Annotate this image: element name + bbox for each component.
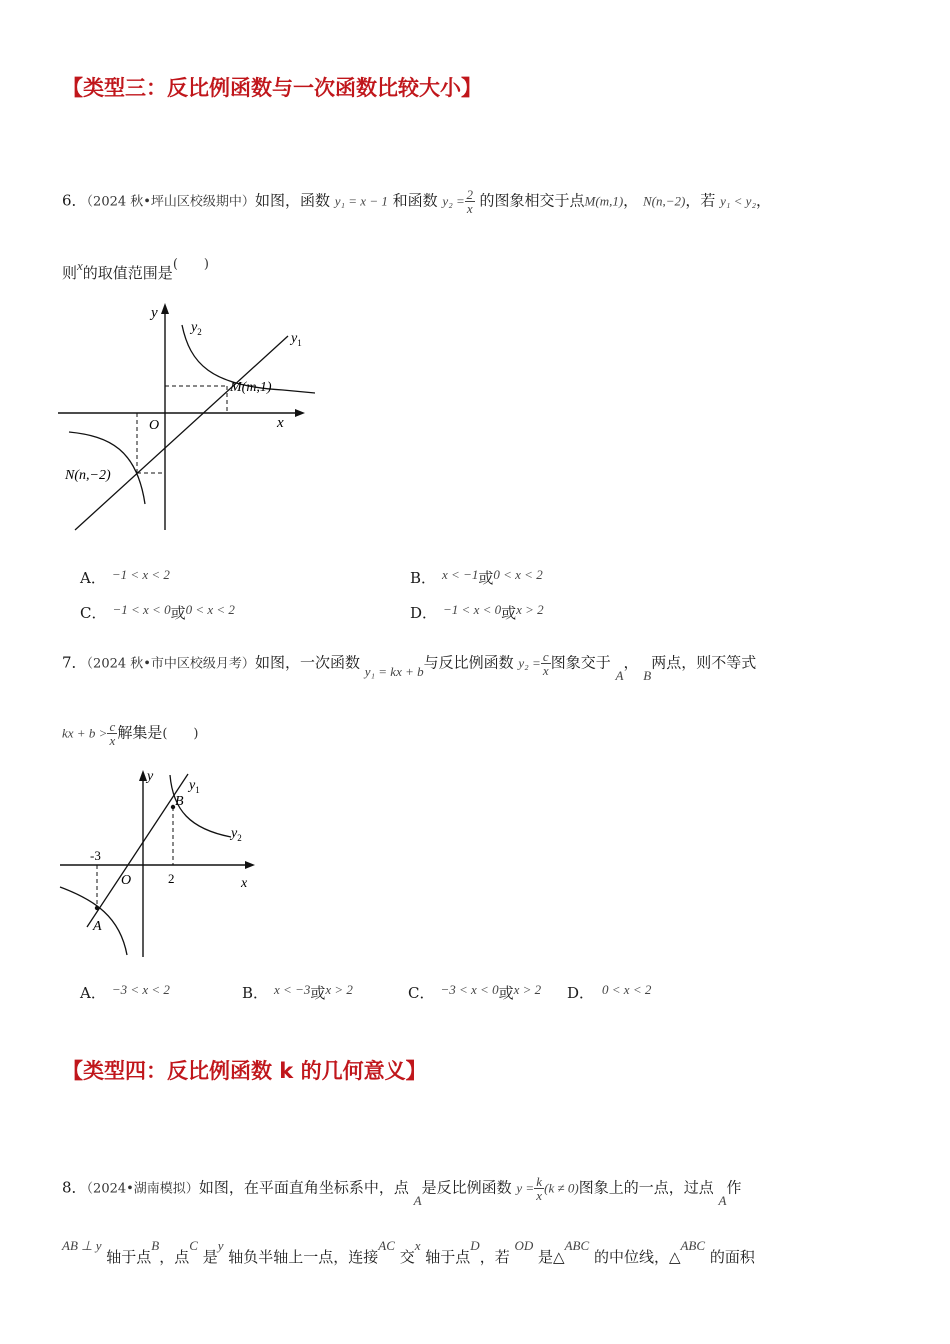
q7-option-d-label: D． [567,984,595,1002]
q6-option-c-value-1: −1 < x < 0 [112,602,171,617]
q6-option-b-value-1: x < −1 [442,567,479,582]
q7-y-axis-label: y [147,769,154,784]
q7-option-a-label: A． [80,984,106,1002]
q6-option-d-label: D． [410,604,438,622]
q6-y-axis-arrow [161,303,169,314]
q6-option-d-value-2: x > 2 [516,602,544,617]
q7-y-axis-arrow [139,770,147,781]
q8-var-y: y [217,1238,224,1253]
q7-y2-curve-label: $y_2$ [231,826,242,843]
q8-text-10: 轴于点 [425,1248,471,1266]
q8-text-3: 图象上的一点，过点 [578,1178,714,1197]
q6-y1-line-label: $y_1$ [291,331,302,348]
q7-inequality-denominator: x [109,733,116,748]
q8-source: （2024•湖南模拟） [86,1181,199,1197]
q6-text-5: ， [755,191,771,210]
q8-text-9: 交 [399,1248,415,1266]
q7-y2-denominator: x [542,663,549,678]
q6-option-c[interactable] [80,602,235,623]
q8-perp: AB ⊥ y [62,1238,102,1253]
q8-point-d: D [470,1238,480,1253]
q8-segment-od: OD [514,1238,534,1253]
q7-text-1: 如图，一次函数 [254,653,360,672]
q7-tick-neg3: -3 [90,848,101,863]
q6-text-2: 和函数 [392,191,438,210]
q6-line2-b: 的取值范围是 [82,264,173,282]
q7-answer-paren: ( ) [162,726,199,742]
q6-y2-numerator: 2 [466,187,473,202]
q8-func-denominator: x [536,1188,543,1203]
q6-comma: ， [623,191,639,210]
q7-point-a-label: A [93,919,102,934]
q6-line2-a: 则 [62,264,78,282]
q7-source: （2024 秋•市中区校级月考） [86,656,255,672]
q6-option-c-label: C． [80,604,107,622]
q8-text-14: 的面积 [709,1248,755,1266]
q8-point-c: C [189,1238,198,1253]
q6-number: 6． [62,191,87,210]
q7-line-1 [62,649,757,683]
q6-x-axis-label: x [277,415,284,431]
q6-option-c-or: 或 [170,604,186,622]
q6-origin-label: O [149,418,160,433]
q6-y2-lhs: y₂ = [442,193,465,209]
q6-option-a-label: A． [80,569,106,587]
q6-option-d[interactable] [410,602,544,623]
q8-func-condition: (k ≠ 0) [544,1180,579,1196]
q6-y2-denominator: x [466,201,473,216]
q7-graph [55,765,270,965]
q8-func-fraction [534,1175,544,1202]
q6-option-d-value-1: −1 < x < 0 [443,602,502,617]
q6-point-m-label: M(m,1) [230,380,272,395]
q7-text-2: 与反比例函数 [423,653,514,672]
q8-point-a-2: A [718,1192,727,1208]
q7-option-a-value: −3 < x < 2 [111,982,170,997]
q8-func-lhs: y = [516,1180,535,1196]
q7-option-c-or: 或 [498,984,514,1002]
q8-text-4: 作 [726,1178,742,1197]
q7-option-a[interactable] [80,982,170,1003]
q7-y2-lhs: y₂ = [518,655,541,671]
q6-y1-formula: y₁ = x − 1 [334,193,388,209]
q7-option-d-value: 0 < x < 2 [602,982,652,997]
q6-line-2 [62,257,209,283]
q6-x-axis-arrow [295,409,305,417]
q7-option-b-value-2: x > 2 [325,982,353,997]
q8-text-1: 如图，在平面直角坐标系中，点 [198,1178,409,1197]
q6-y-axis-label: y [151,305,158,321]
q7-option-c-value-1: −3 < x < 0 [440,982,499,997]
q8-line-1 [62,1174,742,1208]
q8-func-numerator: k [536,1174,543,1189]
q8-text-5: 轴于点 [106,1248,152,1266]
q7-tick-2: 2 [168,871,175,886]
q8-text-11: ，若 [479,1248,510,1266]
q7-y1-line-label: $y_1$ [189,778,200,795]
q6-option-b[interactable] [410,567,543,588]
q6-text-4: ，若 [685,191,716,210]
q7-line-2 [62,720,199,747]
q7-point-a-dot [95,906,99,910]
q7-option-b-value-1: x < −3 [274,982,311,997]
q7-option-c[interactable] [408,982,541,1003]
q7-point-b: B [643,667,652,683]
q6-text-3: 的图象相交于点 [479,191,585,210]
q8-var-x: x [414,1238,421,1253]
q6-line-y1 [75,336,288,530]
q7-comma: ， [623,653,639,672]
q7-inequality-numerator: c [109,719,116,734]
q8-number: 8． [62,1178,87,1197]
q6-condition: y₁ < y₂ [720,193,756,209]
q8-text-8: 轴负半轴上一点，连接 [228,1248,379,1266]
q6-line-1 [62,188,771,215]
q7-option-b-or: 或 [310,984,326,1002]
q6-text-1: 如图，函数 [254,191,330,210]
q7-option-b[interactable] [242,982,353,1003]
q7-x-axis-label: x [241,876,248,891]
q8-segment-ac: AC [378,1238,395,1253]
q7-text-4: 两点，则不等式 [651,653,757,672]
q8-triangle-abc: ABC [564,1238,590,1253]
q6-answer-paren: ( ) [172,257,209,272]
q7-number: 7． [62,653,87,672]
q6-graph [55,298,315,538]
q8-text-7: 是 [202,1248,218,1266]
q8-text-6: ，点 [159,1248,190,1266]
q7-inequality-fraction [107,720,117,747]
q8-triangle-abc-2: ABC [680,1238,706,1253]
q6-point-m: M(m,1) [584,193,624,209]
q8-text-13: 的中位线，△ [593,1248,681,1266]
q6-option-b-label: B． [410,569,437,587]
q7-x-axis-arrow [245,861,255,869]
q6-y2-fraction [465,188,475,215]
q6-option-b-value-2: 0 < x < 2 [493,567,543,582]
q6-source: （2024 秋•坪山区校级期中） [86,194,255,210]
q6-point-n: N(n,−2) [642,193,686,209]
q7-option-d[interactable] [567,982,651,1003]
q6-option-b-or: 或 [478,569,494,587]
q8-text-2: 是反比例函数 [421,1178,512,1197]
section-title-type-4: 【类型四：反比例函数 k 的几何意义】 [62,1059,427,1083]
q7-text-3: 图象交于 [550,653,611,672]
q8-text-12: 是△ [538,1248,565,1266]
q6-option-a[interactable] [80,567,170,588]
q6-option-d-or: 或 [501,604,517,622]
q7-option-c-value-2: x > 2 [513,982,542,997]
q8-point-b: B [151,1238,160,1253]
q6-var-x: x [77,258,83,273]
q6-option-c-value-2: 0 < x < 2 [185,602,235,617]
q7-point-b-label: B [175,794,184,809]
q7-y2-numerator: c [542,649,549,664]
q8-line-2 [62,1238,755,1267]
q7-text-5: 解集是 [117,723,163,742]
q7-y2-fraction [541,650,551,677]
q7-option-b-label: B． [242,984,269,1002]
q6-y2-curve-label: $y_2$ [191,320,202,337]
q7-y1-formula: y₁ = kx + b [364,663,424,679]
section-title-type-3: 【类型三：反比例函数与一次函数比较大小】 [62,76,482,100]
q6-option-a-value: −1 < x < 2 [111,567,170,582]
q7-option-c-label: C． [408,984,435,1002]
q8-point-a: A [413,1192,422,1208]
q7-origin-label: O [121,873,132,888]
q7-inequality-lhs: kx + b > [62,725,108,741]
q6-point-n-label: N(n,−2) [65,468,111,483]
q7-point-a: A [615,667,624,683]
